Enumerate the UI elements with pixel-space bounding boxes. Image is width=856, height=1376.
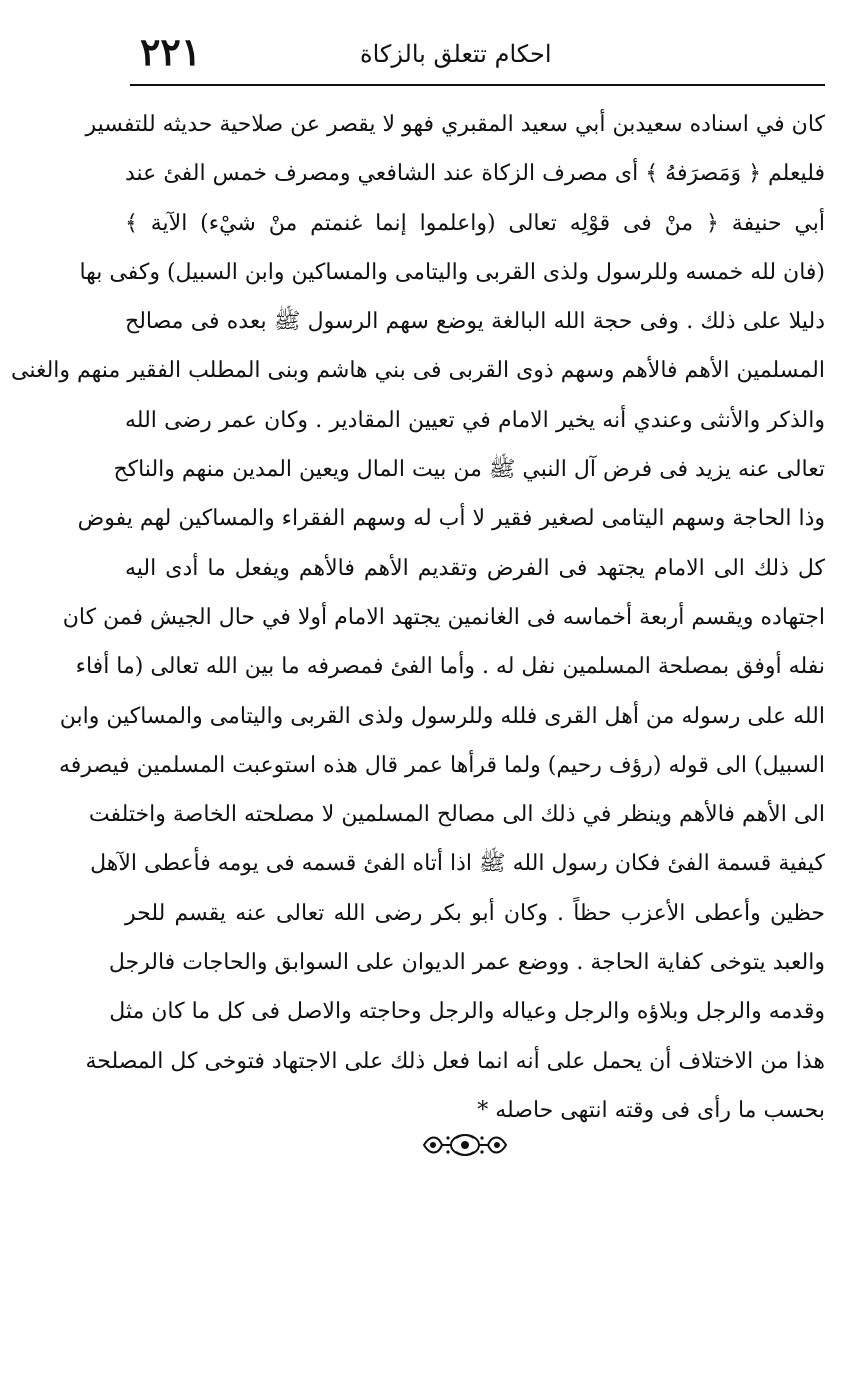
- text-line: والذكر والأنثى وعندي أنه يخير الامام في تعيين المقادير . وكان عمر رضى الله: [125, 407, 825, 433]
- text-line: والعبد يتوخى كفاية الحاجة . ووضع عمر الديوان على السوابق والحاجات فالرجل: [108, 950, 825, 976]
- text-line: فليعلم ﴿ وَمَصرَفهُ ﴾ أى مصرف الزكاة عند الشافعي ومصرف خمس الفئ عند: [125, 161, 825, 187]
- text-line: كل ذلك الى الامام يجتهد فى الفرض وتقديم الأهم فالأهم ويفعل ما أدى اليه: [125, 555, 825, 581]
- text-line: اجتهاده ويقسم أربعة أخماسه فى الغانمين يجتهد الامام أولا في حال الجيش فمن كان: [62, 604, 825, 630]
- text-line: الله على رسوله من أهل القرى فلله وللرسول ولذى القربى واليتامى والمساكين وابن: [59, 703, 825, 729]
- text-line: كان في اسناده سعيدبن أبي سعيد المقبري فهو لا يقصر عن صلاحية حديثه للتفسير: [85, 112, 825, 137]
- text-line: هذا من الاختلاف أن يحمل على أنه انما فعل ذلك على الاجتهاد فتوخى كل المصلحة: [85, 1048, 825, 1074]
- text-line: كيفية قسمة الفئ فكان رسول الله ﷺ اذا أتاه الفئ قسمه فى يومه فأعطى الآهل: [90, 851, 825, 877]
- page-number: ٢٢١: [140, 29, 202, 74]
- running-title: احكام تتعلق بالزكاة: [360, 40, 552, 68]
- text-line: المسلمين الأهم فالأهم وسهم ذوى القربى فى بني هاشم وبنى المطلب الفقير منهم والغنى: [11, 358, 825, 384]
- text-line: أبي حنيفة ﴿ منْ فى قوْلِه تعالى (واعلموا إنما غنمتم منْ شيْء) الآية ﴾: [125, 210, 825, 236]
- body-text: [11, 100, 825, 1135]
- text-line: (فان لله خمسه وللرسول ولذى القربى واليتامى والمساكين وابن السبيل) وكفى بها: [79, 259, 825, 285]
- text-line: نفله أوفق بمصلحة المسلمين نفل له . وأما الفئ فمصرفه ما بين الله تعالى (ما أفاء: [75, 654, 825, 680]
- text-line: تعالى عنه يزيد فى فرض آل النبي ﷺ من بيت المال ويعين المدين منهم والناكح: [113, 457, 825, 483]
- text-line: بحسب ما رأى فى وقته انتهى حاصله *: [477, 1097, 825, 1123]
- text-line: دليلا على ذلك . وفى حجة الله البالغة يوضع سهم الرسول ﷺ بعده فى مصالح: [125, 309, 825, 335]
- text-line: وذا الحاجة وسهم اليتامى لصغير فقير لا أب له وسهم الفقراء والمساكين لهم يفوض: [77, 506, 825, 532]
- end-ornament-icon: [420, 1130, 510, 1160]
- text-line: حظين وأعطى الأعزب حظاً . وكان أبو بكر رضى الله تعالى عنه يقسم للحر: [125, 900, 825, 926]
- header-rule: [130, 84, 825, 86]
- text-line: وقدمه والرجل وبلاؤه والرجل وعياله والرجل وحاجته والاصل فى كل ما كان مثل: [109, 999, 825, 1025]
- page-header: [130, 28, 830, 88]
- text-line: الى الأهم فالأهم وينظر في ذلك الى مصالح المسلمين لا مصلحته الخاصة واختلفت: [88, 802, 825, 828]
- text-line: السبيل) الى قوله (رؤف رحيم) ولما قرأها عمر قال هذه استوعبت المسلمين فيصرفه: [59, 752, 825, 778]
